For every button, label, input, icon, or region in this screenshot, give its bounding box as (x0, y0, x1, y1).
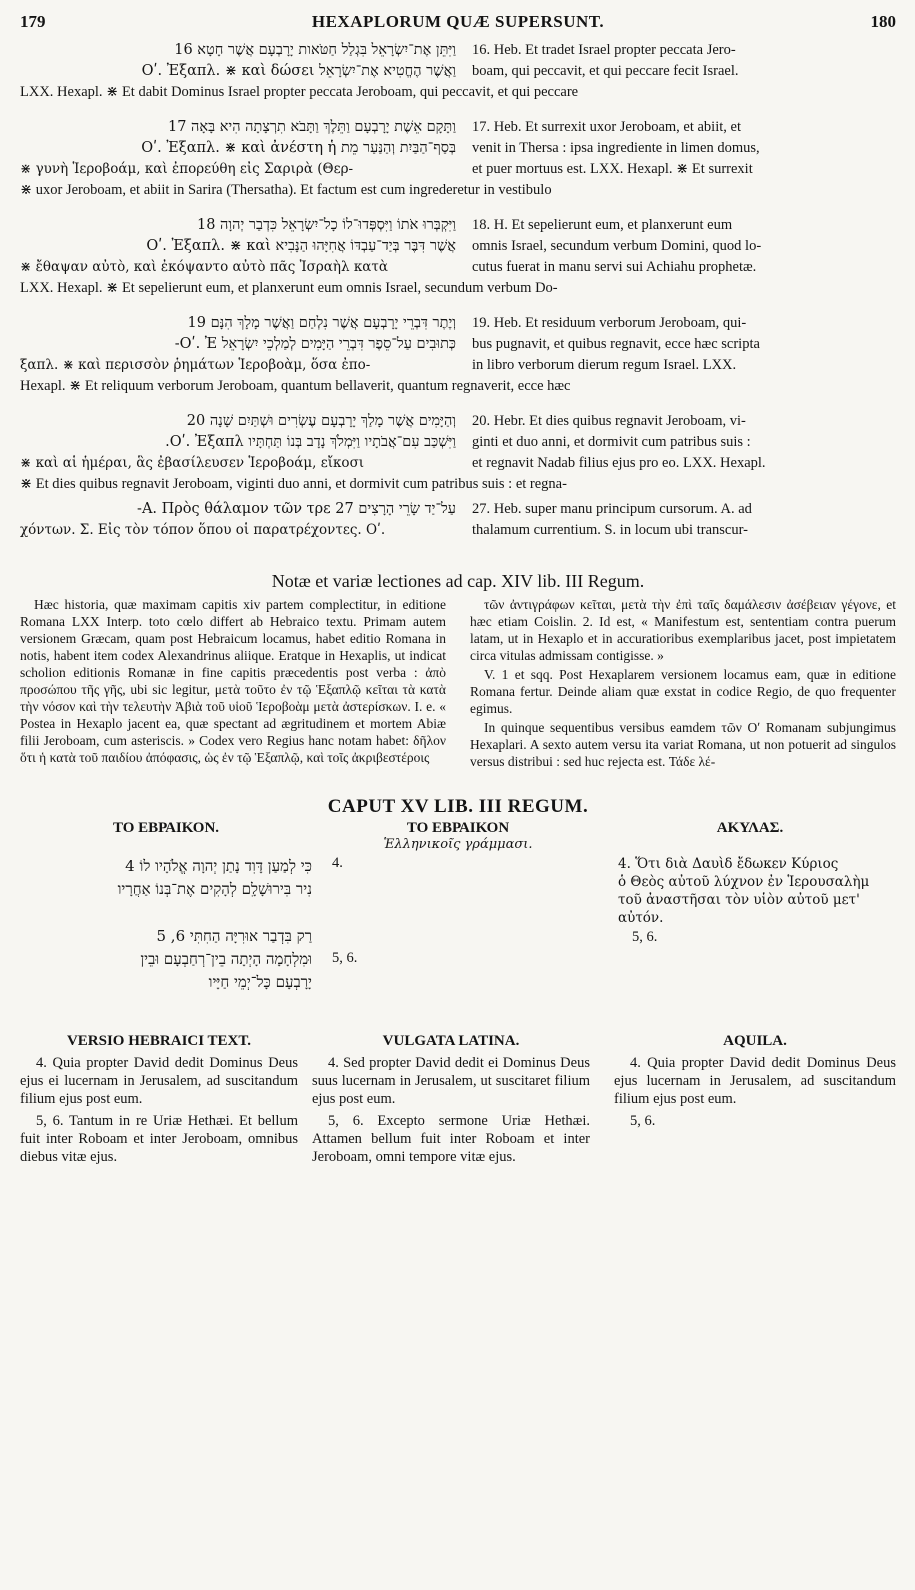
column-heading: AQUILA. (723, 1033, 787, 1049)
column-subheading: Ἑλληνικοῖς γράμμασι. (383, 837, 533, 852)
verse-line: וַיִּקְבְּרוּ אֹתוֹ וַיִּסְפְּדוּ־לוֹ כָל־יִשְׂרָאֵל כִּדְבַר יְהוָה 18 (197, 217, 456, 233)
notes-column-right (470, 596, 896, 772)
column-heading: ΤΟ ΕΒΡΑΙΚΟΝ. (112, 820, 220, 836)
latin-paragraph: 5, 6. (630, 1113, 656, 1129)
verse-block (20, 117, 896, 201)
verse-block (20, 411, 896, 495)
verse-latin (472, 499, 896, 541)
verse-block (20, 499, 896, 541)
verse-line: et regnavit Nadab filius ejus pro eo. LXX. Hexapl. (472, 455, 766, 471)
verse-latin (472, 411, 896, 474)
column-hebrew (20, 820, 312, 994)
hexapla-columns (20, 820, 896, 994)
column-versio-hebraici (20, 1032, 312, 1170)
column-aquila-latin (604, 1032, 896, 1170)
verse-line: רַק בִּדְבַר אוּרִיָּה הַחִתִּי 6, 5 (156, 927, 312, 945)
running-header (20, 10, 896, 36)
verse-latin (472, 40, 896, 82)
verse-line: ginti et duo anni, et dormivit cum patribus suis : (472, 434, 751, 450)
verse-line: ⋇ καὶ αἱ ἡμέραι, ἃς ἐβασίλευσεν Ἱεροβοάμ, εἴκοσι (20, 455, 365, 471)
verse-block (20, 313, 896, 397)
verse-line: ξαπλ. ⋇ καὶ περισσὸν ῥημάτων Ἱεροβοὰμ, ὅσα ἐπο- (20, 357, 371, 373)
verse-block (20, 215, 896, 299)
verse-hebrew-greek (20, 117, 456, 180)
verse-line: ⋇ γυνὴ Ἱεροβοάμ, καὶ ἐπορεύθη εἰς Σαριρὰ (Θερ- (20, 161, 354, 177)
verse-number: 5, 6. (632, 929, 658, 945)
column-vulgata (312, 1032, 604, 1170)
latin-paragraph: 4. Sed propter David dedit ei Dominus Deus suus lucernam in Jerusalem, ut suscitaret filium ejus post eum. (312, 1055, 590, 1107)
verse-line: χόντων. Σ. Εἰς τὸν τόπον ὅπου οἱ παρατρέχοντες. Οʹ. (20, 522, 386, 538)
column-heading: ΤΟ ΕΒΡΑΙΚΟΝ (406, 820, 510, 836)
chapter-title: CAPUT XV LIB. III REGUM. (327, 796, 589, 817)
verse-line: נִיר בִּירוּשָׁלִָם לְהָקִים אֶת־בְּנוֹ אַחֲרָיו (117, 880, 312, 898)
verse-line: 17. Heb. Et surrexit uxor Jeroboam, et abiit, et (472, 119, 741, 135)
verse-line: bus pugnavit, et quibus regnavit, ecce hæc scripta (472, 336, 760, 352)
verse-line: 16. Heb. Et tradet Israel propter peccata Jero- (472, 42, 736, 58)
column-heading: VERSIO HEBRAICI TEXT. (66, 1033, 252, 1049)
notes-title: Notæ et variæ lectiones ad cap. XIV lib. III Regum. (271, 571, 645, 591)
verse-full-line: ⋇ Et dies quibus regnavit Jeroboam, viginti duo anni, et dormivit cum patribus suis : et regna- (20, 476, 567, 492)
verse-full-line: ⋇ uxor Jeroboam, et abiit in Sarira (Thersatha). Et factum est cum ingrederetur in vestibulo (20, 182, 552, 198)
verse-line: כִּי לְמַעַן דָּוִד נָתַן יְהוָה אֱלֹהָיו לוֹ 4 (125, 857, 312, 875)
notes-column-left (20, 596, 446, 772)
verse-full-line: LXX. Hexapl. ⋇ Et sepelierunt eum, et planxerunt eum omnis Israel, secundum verbum Do- (20, 280, 558, 296)
note-paragraph: V. 1 et sqq. Post Hexaplarem versionem locamus eam, quæ in editione Romana fertur. Deinde aliam quæ exstat in codice Regio, de quo frequenter egimus. (470, 667, 896, 716)
page-number-left: 179 (20, 12, 46, 31)
verse-hebrew-greek (20, 215, 456, 278)
verse-line: וַאֲשֶׁר הֶחֱטִיא אֶת־יִשְׂרָאֵל Οʹ. Ἐξαπλ. ⋇ καὶ δώσει (141, 63, 456, 79)
verse-line: 20. Hebr. Et dies quibus regnavit Jeroboam, vi- (472, 413, 746, 429)
verse-line: thalamum currentium. S. in locum ubi transcur- (472, 522, 748, 538)
verse-line: 18. H. Et sepelierunt eum, et planxerunt eum (472, 217, 733, 233)
latin-paragraph: 5, 6. Tantum in re Uriæ Hethæi. Et bellum fuit inter Roboam et inter Jeroboam, omnibus diebus vitæ ejus. (20, 1113, 298, 1165)
note-paragraph: In quinque sequentibus versibus eamdem τῶν Οʹ Romanam subjungimus Hexaplari. A sexto autem versu ita variat Romana, ut non potuerit ad singulos versus distribui : sed huc rejecta est. Τάδε λέ- (470, 720, 896, 769)
latin-columns (20, 1032, 896, 1170)
verse-block (20, 40, 896, 103)
verse-line: יָרָבְעָם כָּל־יְמֵי חַיָּיו (208, 973, 312, 991)
verse-line: 19. Heb. Et residuum verborum Jeroboam, qui- (472, 315, 747, 331)
verse-line: ⋇ ἔθαψαν αὐτὸ, καὶ ἐκόψαντο αὐτὸ πᾶς Ἰσραὴλ κατὰ (20, 259, 388, 275)
verse-line: omnis Israel, secundum verbum Domini, quod lo- (472, 238, 762, 254)
verse-hebrew-greek (20, 40, 456, 82)
verse-latin (472, 313, 896, 376)
verse-line: בְּסַף־הַבַּיִת וְהַנַּעַר מֵת Οʹ. Ἐξαπλ. ⋇ καὶ ἀνέστη ἡ (141, 140, 456, 156)
verse-line: cutus fuerat in manu servi sui Achiahu prophetæ. (472, 259, 757, 275)
note-paragraph: τῶν ἀντιγράφων κεῖται, μετὰ τὴν ἐπὶ ταῖς δαμάλεσιν ἀσέβειαν γέγονε, et hæc etiam Coislin. 2. Id est, « Manifestum est, sententiam contra puerum latam, ut in Hexaplo et in accuratioribus exemplaribus jacet, post impietatem circa vitulas admissam contigisse. » (470, 597, 896, 663)
verse-line: כְּתוּבִים עַל־סֵפֶר דִּבְרֵי הַיָּמִים לְמַלְכֵי יִשְׂרָאֵל Οʹ. Ἐ- (174, 336, 456, 352)
notes-section (20, 596, 896, 772)
page-number-right: 180 (870, 12, 896, 31)
verse-hebrew-greek (20, 499, 456, 541)
column-transliteration (312, 820, 604, 994)
verse-line: τοῦ ἀναστῆσαι τὸν υἱὸν αὐτοῦ μετ' (618, 892, 860, 908)
latin-paragraph: 4. Quia propter David dedit Dominus Deus ejus lucernam in Jerusalem, ad suscitandum filium ejus post eum. (614, 1055, 896, 1107)
verse-line: וְיֶתֶר דִּבְרֵי יָרָבְעָם אֲשֶׁר נִלְחַם וַאֲשֶׁר מָלָךְ הִנָּם 19 (187, 315, 456, 331)
verse-full-line: LXX. Hexapl. ⋇ Et dabit Dominus Israel propter peccata Jeroboam, qui peccavit, et qui peccare (20, 84, 579, 100)
column-aquila (604, 820, 896, 994)
verse-line: וַיִּשְׁכַּב עִם־אֲבֹתָיו וַיִּמְלֹךְ נָדָב בְּנוֹ תַּחְתָּיו Οʹ. Ἐξαπλ. (165, 434, 456, 450)
latin-paragraph: 5, 6. Excepto sermone Uriæ Hethæi. Attamen bellum fuit inter Roboam et inter Jeroboam, omni tempore vitæ ejus. (312, 1113, 590, 1165)
verse-line: וַתָּקָם אֵשֶׁת יָרָבְעָם וַתֵּלֶךְ וַתָּבֹא תִרְצָתָה הִיא בָּאָה 17 (168, 119, 456, 135)
column-heading: VULGATA LATINA. (382, 1033, 520, 1049)
verse-hebrew-greek (20, 313, 456, 376)
verse-line: וּמִלְחָמָה הָיְתָה בֵין־רְחַבְעָם וּבֵין (140, 950, 312, 968)
verse-line: αὐτόν. (618, 910, 664, 926)
verse-line: et puer mortuus est. LXX. Hexapl. ⋇ Et surrexit (472, 161, 753, 177)
verse-hebrew-greek (20, 411, 456, 474)
verse-number: 5, 6. (332, 950, 358, 966)
verse-latin (472, 215, 896, 278)
verse-line: 4. Ὅτι διὰ Δαυὶδ ἔδωκεν Κύριος (618, 856, 839, 872)
verse-latin (472, 117, 896, 180)
column-heading: ΑΚΥΛΑΣ. (716, 820, 784, 836)
verse-line: venit in Thersa : ipsa ingrediente in limen domus, (472, 140, 760, 156)
note-paragraph: Hæc historia, quæ maximam capitis xiv partem complectitur, in editione Romana LXX Interp. toto cœlo differt ab Hebraico textu. Primam autem versionem Græcam, quam post Hebraicum locamus, habet editio Romana in notis, habent item codex Alexandrinus aliique. Eratque in Hexaplis, ut indicat scholion editionis Romanæ in fine capitis præcedentis post verba : ἀπὸ προσώπου τῆς γῆς, ubi sic legitur, μετὰ τοῦτο ἐν τῷ Ἑξαπλῷ κεῖται τὰ κατὰ τὴν νόσον καὶ τὴν τελευτὴν Ἀβιὰ τοῦ υἱοῦ Ἱεροβοὰμ μετὰ ἀστερίσκων. I. e. « Postea in Hexaplo jacent ea, quæ spectant ad ægritudinem et mortem Abiæ filii Jeroboam, cum asteriscis. » Codex vero Regius hanc notam habet: δῆλον ὅτι ἡ κατὰ τοῦ παιδίου ἀπόφασις, ὡς ἐν τῷ Ἑξαπλῷ, καὶ τοῖς ἀκριβεστέροις (20, 597, 446, 765)
verse-line: in libro verborum dierum regum Israel. LXX. (472, 357, 737, 373)
latin-paragraph: 4. Quia propter David dedit Dominus Deus ejus ei lucernam in Jerusalem, ad suscitandum filium ejus post eum. (20, 1055, 298, 1107)
verse-line: ὁ Θεὸς αὐτοῦ λύχνον ἐν Ἱερουσαλὴμ (618, 874, 870, 890)
verse-line: אֲשֶׁר דִּבֶּר בְּיַד־עַבְדּוֹ אֲחִיָּהוּ הַנָּבִיא Οʹ. Ἐξαπλ. ⋇ καὶ (146, 238, 456, 254)
verse-line: וְהַיָּמִים אֲשֶׁר מָלַךְ יָרָבְעָם עֶשְׂרִים וּשְׁתַּיִם שָׁנָה 20 (186, 413, 456, 429)
verse-line: 27. Heb. super manu principum cursorum. A. ad (472, 501, 752, 517)
verse-line: עַל־יַד שָׂרֵי הָרָצִים 27 Α. Πρὸς θάλαμον τῶν τρε- (137, 501, 456, 517)
verse-line: boam, qui peccavit, et qui peccare fecit Israel. (472, 63, 739, 79)
running-title: HEXAPLORUM QUÆ SUPERSUNT. (311, 12, 605, 31)
page (20, 10, 896, 1170)
verse-number: 4. (332, 855, 343, 871)
verse-line: וַיִּתֵּן אֶת־יִשְׂרָאֵל בִּגְלַל חַטֹּאות יָרָבְעָם אֲשֶׁר חָטָא 16 (174, 42, 456, 58)
verse-full-line: Hexapl. ⋇ Et reliquum verborum Jeroboam, quantum bellaverit, quantum regnaverit, ecce hæc (20, 378, 571, 394)
